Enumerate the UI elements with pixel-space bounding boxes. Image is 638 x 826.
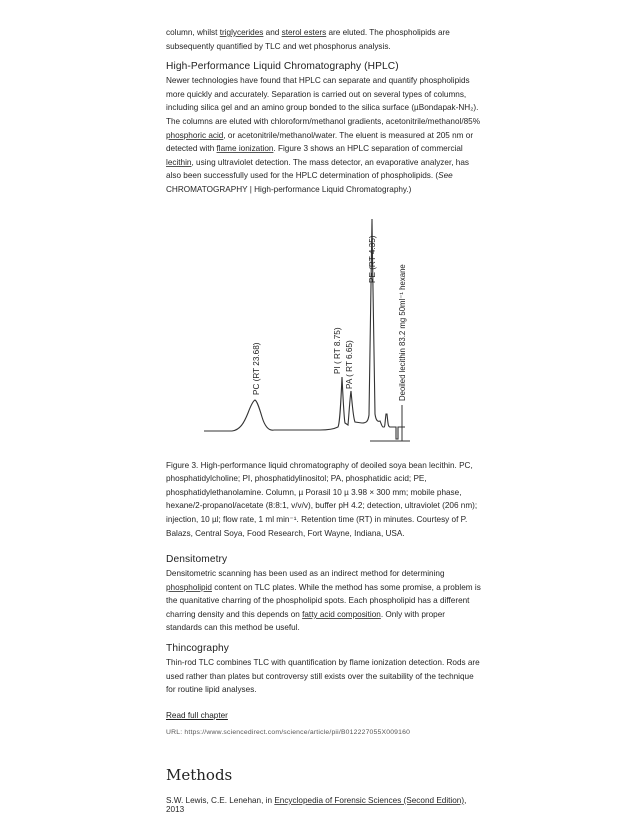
hplc-text: , using ultraviolet detection. The mass detector, an evaporative analyzer, has also been successfully used for the HPLC determination of phospholipids. (	[166, 157, 469, 181]
intro-text: are eluted. The phospholipids are subsequently quantified by TLC and wet phosphorus analysis.	[166, 28, 450, 51]
hplc-heading: High-Performance Liquid Chromatography (HPLC)	[166, 61, 399, 73]
densitometry-text: Densitometric scanning has been used as an indirect method for determining	[166, 569, 445, 579]
thincography-paragraph: Thin-rod TLC combines TLC with quantification by flame ionization detection. Rods are used rather than plates but controversy still exists over the suitability of the technique for routine lipid analyses.	[166, 658, 480, 695]
pa-peak-label: PA ( RT 6.65)	[345, 339, 354, 389]
thincography-heading: Thincography	[166, 643, 229, 655]
intro-text: column, whilst	[166, 28, 220, 37]
intro-paragraph	[166, 26, 482, 53]
lecithin-link[interactable]: lecithin	[166, 157, 192, 167]
fatty-acid-composition-link[interactable]: fatty acid composition	[302, 609, 381, 619]
year-text: , 2013	[166, 795, 467, 814]
hplc-text: , or acetonitrile/methanol/water. The eluent is measured at 205 nm or detected with	[166, 130, 474, 154]
densitometry-section	[166, 554, 482, 635]
densitometry-heading: Densitometry	[166, 554, 228, 566]
authors-text: S.W. Lewis, C.E. Lenehan, in	[166, 795, 275, 805]
thincography-section	[166, 643, 482, 697]
methods-citation	[166, 796, 482, 814]
chromatogram-figure	[202, 209, 452, 453]
hplc-text: Newer technologies have found that HPLC can separate and quantify phospholipids more quickly and accurately. Separation is carried out on several types of columns, including silica gel and an amino group bonded to the silica surface (µBondapak-NH₂). The columns are eluted with chloroform/methanol gradients, acetonitrile/methanol/85%	[166, 76, 481, 126]
hplc-paragraph	[166, 74, 482, 196]
phospholipid-link[interactable]: phospholipid	[166, 582, 212, 592]
figure-caption: Figure 3. High-performance liquid chromatography of deoiled soya bean lecithin. PC, phosphatidylcholine; PI, phosphatidylinositol; PA, phosphatidic acid; PE, phosphatidylethanolamine. Column, µ Porasil 10 µ 3.98 × 300 mm; mobile phase, hexane/2-propanol/acetate (8:8:1, v/v/v), buffer pH 4.2; detection, ultraviolet (206 nm); injection, 10 µl; flow rate, 1 ml min⁻¹. Retention time (RT) in minutes. Courtesy of P. Balazs, Central Soya, Food Research, Fort Wayne, Indiana, USA.	[166, 460, 478, 538]
article-page	[166, 26, 482, 814]
densitometry-paragraph	[166, 567, 482, 635]
see-text: See	[438, 171, 453, 181]
sample-label: Deoiled lecithin 83.2 mg 50ml⁻¹ hexane	[398, 263, 407, 401]
hplc-section	[166, 61, 482, 196]
read-full-chapter-link[interactable]: Read full chapter	[166, 710, 228, 720]
intro-text: and	[263, 28, 282, 37]
flame-ionization-link[interactable]: flame ionization	[216, 144, 274, 154]
pe-peak-label: PE (RT 4.35)	[368, 235, 377, 283]
sterol-esters-link[interactable]: sterol esters	[281, 28, 327, 37]
phosphoric-acid-link[interactable]: phosphoric acid	[166, 130, 224, 140]
triglycerides-link[interactable]: triglycerides	[219, 28, 264, 37]
pi-peak-label: PI ( RT 8.75)	[333, 326, 342, 374]
hplc-text: . Figure 3 shows an HPLC separation of commercial	[273, 144, 463, 154]
encyclopedia-link[interactable]: Encyclopedia of Forensic Sciences (Second Edition)	[274, 795, 465, 805]
densitometry-text: content on TLC plates. While the method has some promise, a problem is the quanitative charring of the phospholipid spots. Each phospholipid has a different charring density and this depends on	[166, 582, 481, 619]
pc-peak-label: PC (RT 23.68)	[252, 342, 261, 395]
densitometry-text: . Only with proper standards can this method be useful.	[166, 609, 445, 633]
methods-heading: Methods	[166, 765, 233, 784]
chapter-url: URL: https://www.sciencedirect.com/science/article/pii/B012227055X009160	[166, 728, 411, 736]
hplc-text: CHROMATOGRAPHY | High-performance Liquid Chromatography.)	[166, 184, 412, 194]
